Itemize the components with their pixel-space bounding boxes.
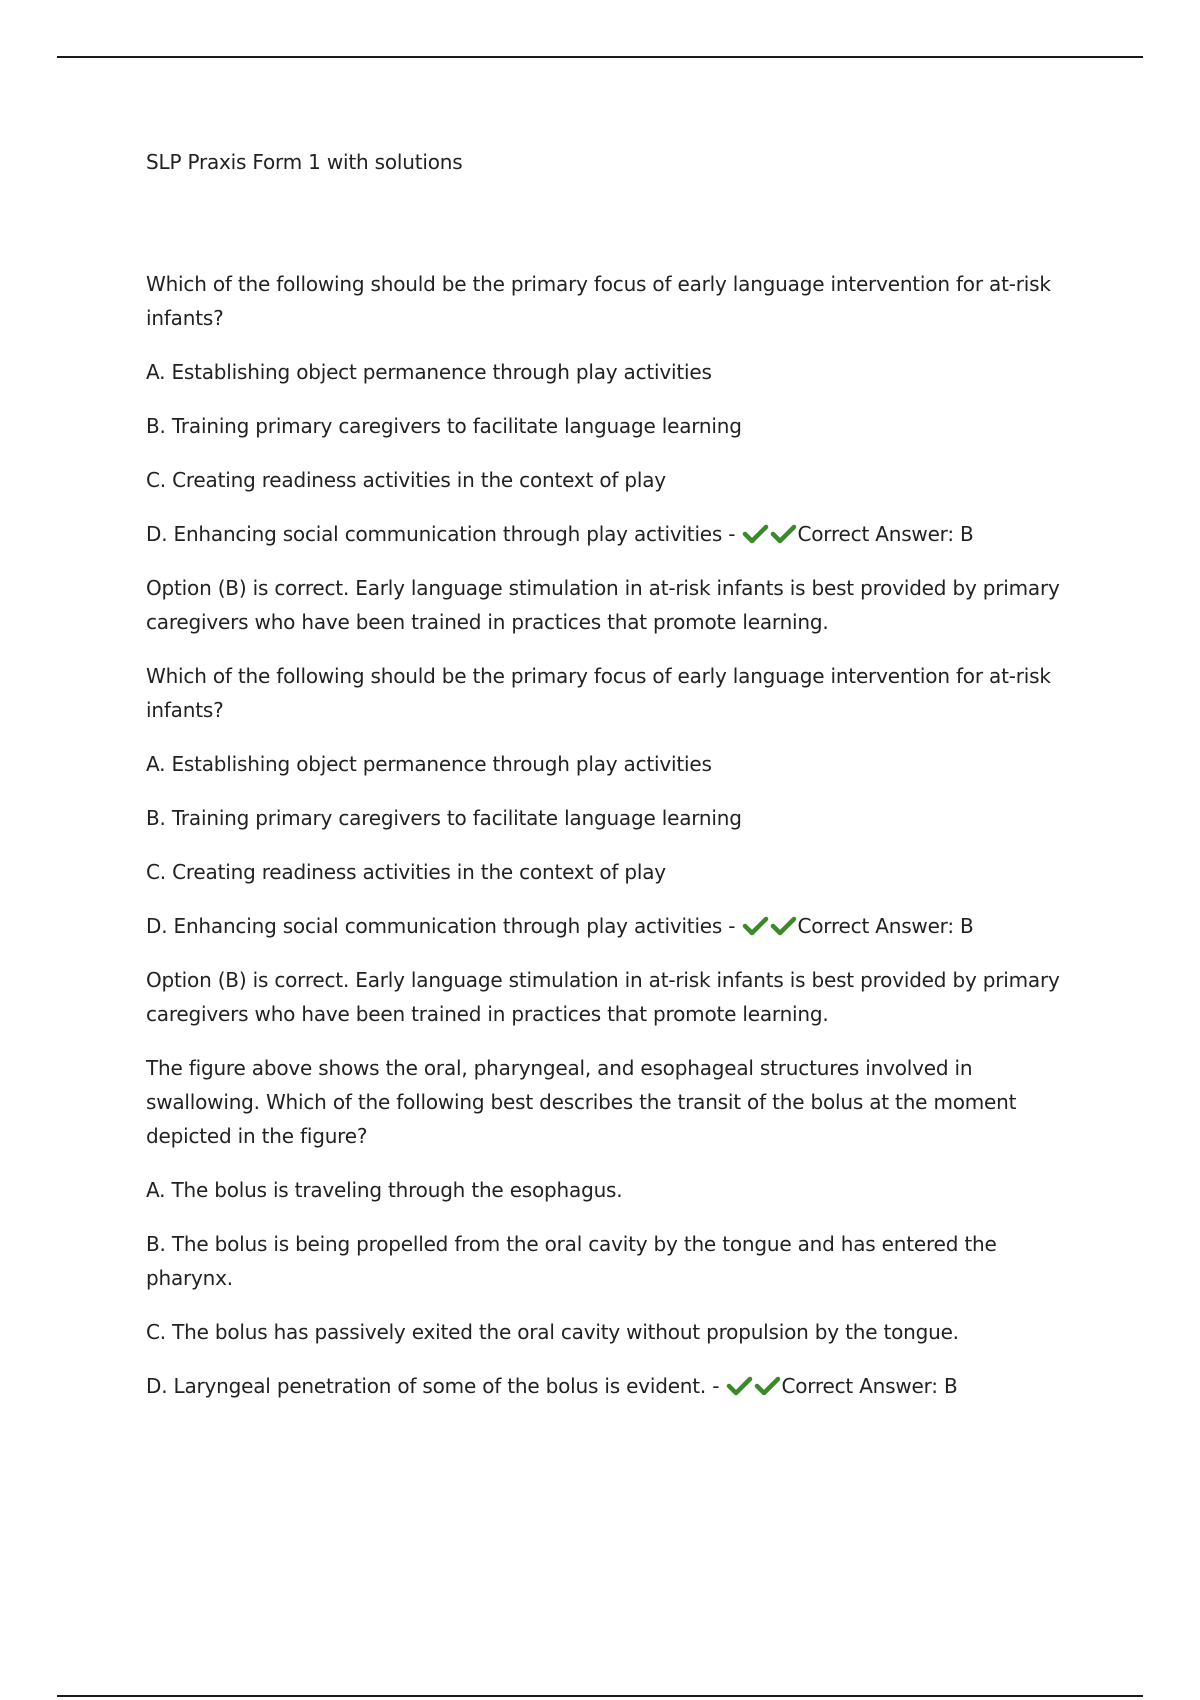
option-c: C. Creating readiness activities in the context of play (146, 468, 666, 492)
option-d: D. Enhancing social communication through play activities - (146, 914, 736, 938)
option-d: D. Laryngeal penetration of some of the bolus is evident. - (146, 1374, 720, 1398)
bottom-rule (57, 1695, 1143, 1697)
correct-answer: Correct Answer: B (797, 522, 974, 546)
document-title: SLP Praxis Form 1 with solutions (146, 150, 463, 174)
option-d-with-answer (146, 909, 1086, 943)
option-a: A. Establishing object permanence through play activities (146, 360, 712, 384)
correct-answer: Correct Answer: B (797, 914, 974, 938)
check-icon (725, 1375, 753, 1397)
explanation: Option (B) is correct. Early language stimulation in at-risk infants is best provided by primary caregivers who have been trained in practices that promote learning. (146, 968, 1060, 1026)
option-b: B. Training primary caregivers to facilitate language learning (146, 806, 742, 830)
option-d-with-answer (146, 517, 1086, 551)
check-icon (741, 915, 769, 937)
question-text: Which of the following should be the primary focus of early language intervention for at-risk infants? (146, 664, 1051, 722)
explanation: Option (B) is correct. Early language stimulation in at-risk infants is best provided by primary caregivers who have been trained in practices that promote learning. (146, 576, 1060, 634)
option-d: D. Enhancing social communication through play activities - (146, 522, 736, 546)
check-icon (769, 915, 797, 937)
question-block-3 (146, 1051, 1086, 1403)
option-c: C. Creating readiness activities in the context of play (146, 860, 666, 884)
option-b: B. Training primary caregivers to facilitate language learning (146, 414, 742, 438)
check-icon (769, 523, 797, 545)
top-rule (57, 56, 1143, 58)
option-a: A. Establishing object permanence through play activities (146, 752, 712, 776)
option-c: C. The bolus has passively exited the oral cavity without propulsion by the tongue. (146, 1320, 959, 1344)
check-icon (753, 1375, 781, 1397)
question-block-1 (146, 267, 1086, 639)
question-text: Which of the following should be the primary focus of early language intervention for at-risk infants? (146, 272, 1051, 330)
document-body (146, 145, 1086, 1423)
option-d-with-answer (146, 1369, 1086, 1403)
option-b: B. The bolus is being propelled from the oral cavity by the tongue and has entered the pharynx. (146, 1232, 997, 1290)
question-block-2 (146, 659, 1086, 1031)
option-a: A. The bolus is traveling through the esophagus. (146, 1178, 623, 1202)
check-icon (741, 523, 769, 545)
question-text: The figure above shows the oral, pharyngeal, and esophageal structures involved in swallowing. Which of the following best describes the transit of the bolus at the moment depicted in the figure? (146, 1056, 1017, 1148)
correct-answer: Correct Answer: B (781, 1374, 958, 1398)
